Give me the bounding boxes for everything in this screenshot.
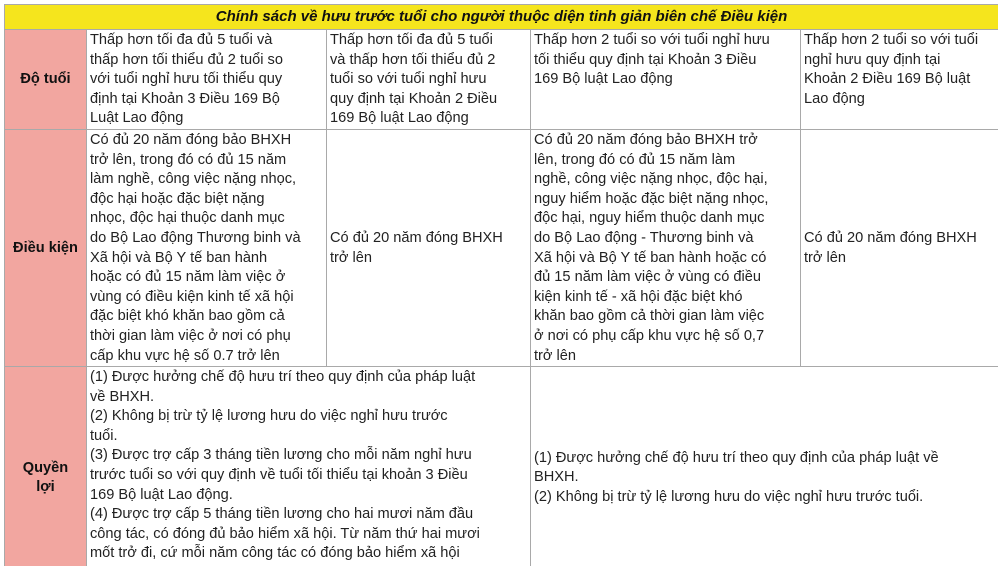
age-cell-2: Thấp hơn tối đa đủ 5 tuổi và thấp hơn tối thiểu đủ 2 tuổi so với tuổi nghỉ hưu quy định tại Khoản 2 Điều 169 Bộ luật Lao động xyxy=(327,30,531,130)
age-cell-4: Thấp hơn 2 tuổi so với tuổi nghỉ hưu quy định tại Khoản 2 Điều 169 Bộ luật Lao động xyxy=(801,30,999,130)
row-header-age: Độ tuổi xyxy=(5,30,87,130)
conditions-cell-1: Có đủ 20 năm đóng bảo BHXH trở lên, trong đó có đủ 15 năm làm nghề, công việc nặng nhọc, độc hại hoặc đặc biệt nặng nhọc, độc hại thuộc danh mục do Bộ Lao động Thương binh và Xã hội và Bộ Y tế ban hành hoặc có đủ 15 năm làm việc ở vùng có điều kiện kinh tế xã hội đặc biệt khó khăn bao gồm cả thời gian làm việc ở nơi có phụ cấp khu vực hệ số 0.7 trở lên xyxy=(87,129,327,366)
table-title: Chính sách về hưu trước tuổi cho người thuộc diện tinh giản biên chế Điều kiện xyxy=(5,5,999,30)
conditions-cell-2: Có đủ 20 năm đóng BHXH trở lên xyxy=(327,129,531,366)
conditions-cell-3: Có đủ 20 năm đóng bảo BHXH trở lên, trong đó có đủ 15 năm làm nghề, công việc nặng nhọc, độc hại, nguy hiểm hoặc đặc biệt nặng nhọc, độc hại, nguy hiểm thuộc danh mục do Bộ Lao động - Thương binh và Xã hội và Bộ Y tế ban hành hoặc có đủ 15 năm làm việc ở vùng có điều kiện kinh tế - xã hội đặc biệt khó khăn bao gồm cả thời gian làm việc ở nơi có phụ cấp khu vực hệ số 0,7 trở lên xyxy=(531,129,801,366)
row-header-conditions: Điều kiện xyxy=(5,129,87,366)
row-header-rights: Quyền lợi xyxy=(5,367,87,566)
conditions-cell-4: Có đủ 20 năm đóng BHXH trở lên xyxy=(801,129,999,366)
age-cell-3: Thấp hơn 2 tuổi so với tuổi nghỉ hưu tối thiểu quy định tại Khoản 3 Điều 169 Bộ luật Lao động xyxy=(531,30,801,130)
policy-table xyxy=(4,4,998,566)
rights-cell-right: (1) Được hưởng chế độ hưu trí theo quy định của pháp luật về BHXH. (2) Không bị trừ tỷ lệ lương hưu do việc nghỉ hưu trước tuổi. xyxy=(531,367,999,566)
age-cell-1: Thấp hơn tối đa đủ 5 tuổi và thấp hơn tối thiểu đủ 2 tuổi so với tuổi nghỉ hưu tối thiểu quy định tại Khoản 3 Điều 169 Bộ Luật Lao động xyxy=(87,30,327,130)
rights-cell-left: (1) Được hưởng chế độ hưu trí theo quy định của pháp luật về BHXH. (2) Không bị trừ tỷ lệ lương hưu do việc nghỉ hưu trước tuổi. (3) Được trợ cấp 3 tháng tiền lương cho mỗi năm nghỉ hưu trước tuổi so với quy định về tuổi tối thiểu tại khoản 3 Điều 169 Bộ luật Lao động. (4) Được trợ cấp 5 tháng tiền lương cho hai mươi năm đầu công tác, có đóng đủ bảo hiểm xã hội. Từ năm thứ hai mươi mốt trở đi, cứ mỗi năm công tác có đóng bảo hiểm xã hội xyxy=(87,367,531,566)
policy-table-frame xyxy=(4,4,998,566)
